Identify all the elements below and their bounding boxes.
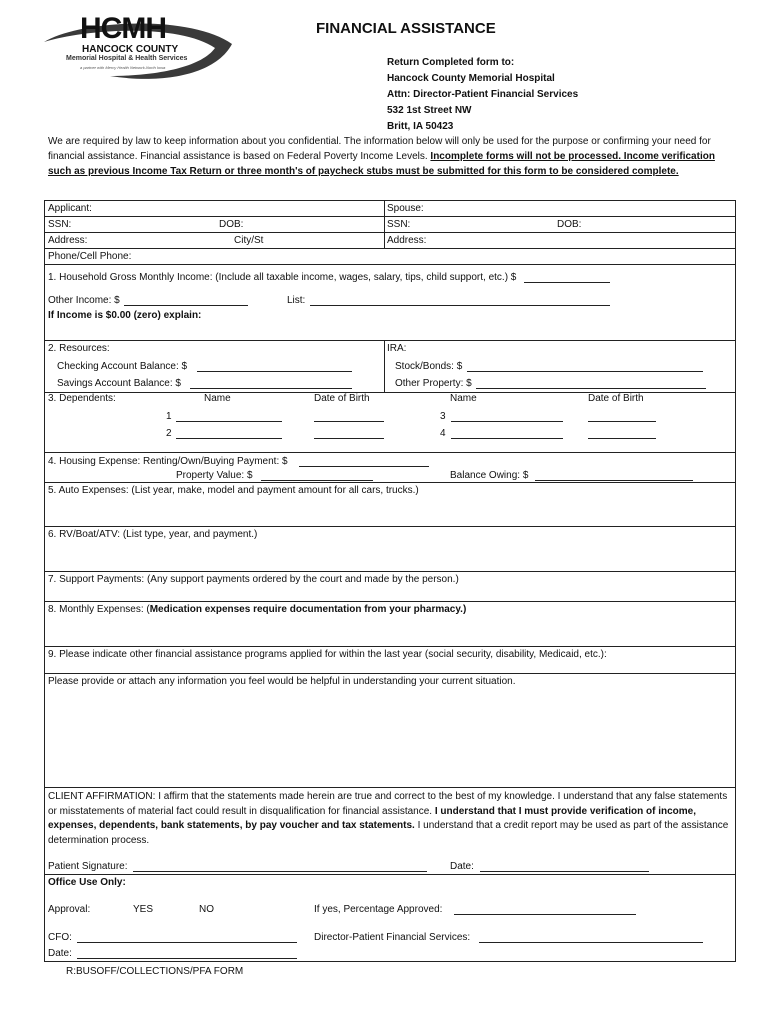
- office-use-title: Office Use Only:: [48, 877, 126, 888]
- dependent-number: 3: [440, 411, 446, 422]
- logo-tagline: a partner with Mercy Health Network-North Iowa: [80, 65, 166, 70]
- client-affirmation: [48, 790, 732, 848]
- spouse-address-field[interactable]: Address:: [387, 235, 427, 246]
- hospital-logo: [40, 14, 240, 84]
- office-date-input[interactable]: [77, 958, 297, 959]
- stocks-input[interactable]: [467, 371, 703, 372]
- support-payments-label: 7. Support Payments: (Any support payments ordered by the court and made by the person.): [48, 574, 459, 585]
- logo-line1: HANCOCK COUNTY: [82, 44, 179, 55]
- cfo-label: CFO:: [48, 932, 72, 943]
- form-footer: R:BUSOFF/COLLECTIONS/PFA FORM: [66, 966, 244, 977]
- ira-label: IRA:: [387, 343, 407, 354]
- housing-label: 4. Housing Expense: Renting/Own/Buying Payment: $: [48, 456, 288, 467]
- dependent-1-dob-input[interactable]: [314, 421, 384, 422]
- dependent-4-name-input[interactable]: [451, 438, 563, 439]
- checking-label: Checking Account Balance: $: [57, 361, 188, 372]
- balance-owing-label: Balance Owing: $: [450, 470, 529, 481]
- approval-yes-option[interactable]: YES: [133, 904, 154, 915]
- affirmation-credit: I understand that a credit report may be used as part of the assistance determination process.: [48, 820, 729, 846]
- other-property-input[interactable]: [476, 388, 706, 389]
- balance-owing-input[interactable]: [535, 480, 693, 481]
- monthly-expenses-note: Medication expenses require documentation from your pharmacy.): [149, 604, 467, 615]
- dependent-number: 2: [166, 428, 172, 439]
- return-attn: Attn: Director-Patient Financial Services: [387, 89, 579, 100]
- affirmation-bold: I understand that I must provide verification of income, expenses, dependents, bank statements, by pay voucher and tax statements.: [48, 805, 696, 831]
- dependent-dob-header-2: Date of Birth: [588, 393, 644, 404]
- other-programs-area[interactable]: [45, 662, 735, 672]
- cfo-input[interactable]: [77, 942, 297, 943]
- return-org: Hancock County Memorial Hospital: [387, 73, 555, 84]
- address-field[interactable]: Address:: [48, 235, 88, 246]
- dependent-name-header-2: Name: [450, 393, 477, 404]
- affirmation-text: CLIENT AFFIRMATION: I affirm that the statements made herein are true and correct to the best of my knowledge. I understand that any false statements or misstatements of material fact could result in disqualification for financial assistance.: [48, 791, 728, 817]
- monthly-expenses-label: [48, 604, 466, 616]
- percentage-input[interactable]: [454, 914, 636, 915]
- housing-payment-input[interactable]: [299, 466, 429, 467]
- approval-no-option[interactable]: NO: [199, 904, 214, 915]
- property-value-label: Property Value: $: [176, 470, 253, 481]
- other-programs-label: 9. Please indicate other financial assistance programs applied for within the last year (social security, disability, Medicaid, etc.):: [48, 649, 607, 660]
- other-income-input[interactable]: [124, 305, 248, 306]
- director-label: Director-Patient Financial Services:: [314, 932, 471, 943]
- zero-income-label: If Income is $0.00 (zero) explain:: [48, 310, 202, 321]
- director-input[interactable]: [479, 942, 703, 943]
- stocks-label: Stock/Bonds: $: [395, 361, 463, 372]
- auto-expenses-label: 5. Auto Expenses: (List year, make, model and payment amount for all cars, trucks.): [48, 485, 419, 496]
- household-income-input[interactable]: [524, 282, 610, 283]
- auto-expenses-area[interactable]: [45, 498, 735, 525]
- spouse-dob-field[interactable]: DOB:: [557, 219, 582, 230]
- dependent-3-name-input[interactable]: [451, 421, 563, 422]
- return-to-label: Return Completed form to:: [387, 57, 515, 68]
- dependent-name-header: Name: [204, 393, 231, 404]
- page-title: FINANCIAL ASSISTANCE: [316, 20, 496, 37]
- logo-initials: HCMH: [80, 12, 166, 45]
- intro-text: We are required by law to keep information about you confidential. The information below will only be used for the purpose or confirming your need for financial assistance. Financial assistance is based on Federal Poverty Income Levels.: [48, 136, 711, 162]
- phone-field[interactable]: Phone/Cell Phone:: [48, 251, 132, 262]
- income-list-input[interactable]: [310, 305, 610, 306]
- dependent-2-dob-input[interactable]: [314, 438, 384, 439]
- property-value-input[interactable]: [261, 480, 373, 481]
- signature-input[interactable]: [133, 871, 427, 872]
- other-property-label: Other Property: $: [395, 378, 472, 389]
- monthly-expenses-area[interactable]: [45, 617, 735, 645]
- dependent-1-name-input[interactable]: [176, 421, 282, 422]
- spouse-field[interactable]: Spouse:: [387, 203, 424, 214]
- dependent-dob-header: Date of Birth: [314, 393, 370, 404]
- ssn-field[interactable]: SSN:: [48, 219, 72, 230]
- dependent-2-name-input[interactable]: [176, 438, 282, 439]
- checking-input[interactable]: [197, 371, 352, 372]
- other-income-label: Other Income: $: [48, 295, 120, 306]
- city-field[interactable]: City/St: [234, 235, 264, 246]
- savings-label: Savings Account Balance: $: [57, 378, 181, 389]
- return-street: 532 1st Street NW: [387, 105, 472, 116]
- support-payments-area[interactable]: [45, 587, 735, 600]
- approval-label: Approval:: [48, 904, 91, 915]
- rv-boat-label: 6. RV/Boat/ATV: (List type, year, and payment.): [48, 529, 258, 540]
- income-list-label: List:: [287, 295, 306, 306]
- additional-info-label: Please provide or attach any information you feel would be helpful in understanding your current situation.: [48, 676, 516, 687]
- spouse-ssn-field[interactable]: SSN:: [387, 219, 411, 230]
- dependent-4-dob-input[interactable]: [588, 438, 656, 439]
- dob-field[interactable]: DOB:: [219, 219, 244, 230]
- household-income-label: 1. Household Gross Monthly Income: (Include all taxable income, wages, salary, tips, child support, etc.) $: [48, 272, 517, 283]
- signature-date-label: Date:: [450, 861, 474, 872]
- logo-line2: Memorial Hospital & Health Services: [66, 55, 188, 62]
- intro-warning: Incomplete forms will not be processed. Income verification such as previous Income Tax Return or three month's of paycheck stubs must be submitted for this form to be considered complete.: [48, 151, 715, 177]
- dependent-3-dob-input[interactable]: [588, 421, 656, 422]
- rv-boat-area[interactable]: [45, 542, 735, 570]
- dependent-number: 1: [166, 411, 172, 422]
- savings-input[interactable]: [190, 388, 352, 389]
- signature-label: Patient Signature:: [48, 861, 128, 872]
- resources-label: 2. Resources:: [48, 343, 110, 354]
- office-date-label: Date:: [48, 948, 72, 959]
- dependent-number: 4: [440, 428, 446, 439]
- percentage-label: If yes, Percentage Approved:: [314, 904, 443, 915]
- return-city: Britt, IA 50423: [387, 121, 454, 132]
- additional-info-area[interactable]: [45, 690, 735, 786]
- applicant-field[interactable]: Applicant:: [48, 203, 92, 214]
- dependents-label: 3. Dependents:: [48, 393, 116, 404]
- intro-paragraph: [48, 134, 738, 179]
- monthly-expenses-text: 8. Monthly Expenses: (: [48, 604, 150, 615]
- signature-date-input[interactable]: [480, 871, 649, 872]
